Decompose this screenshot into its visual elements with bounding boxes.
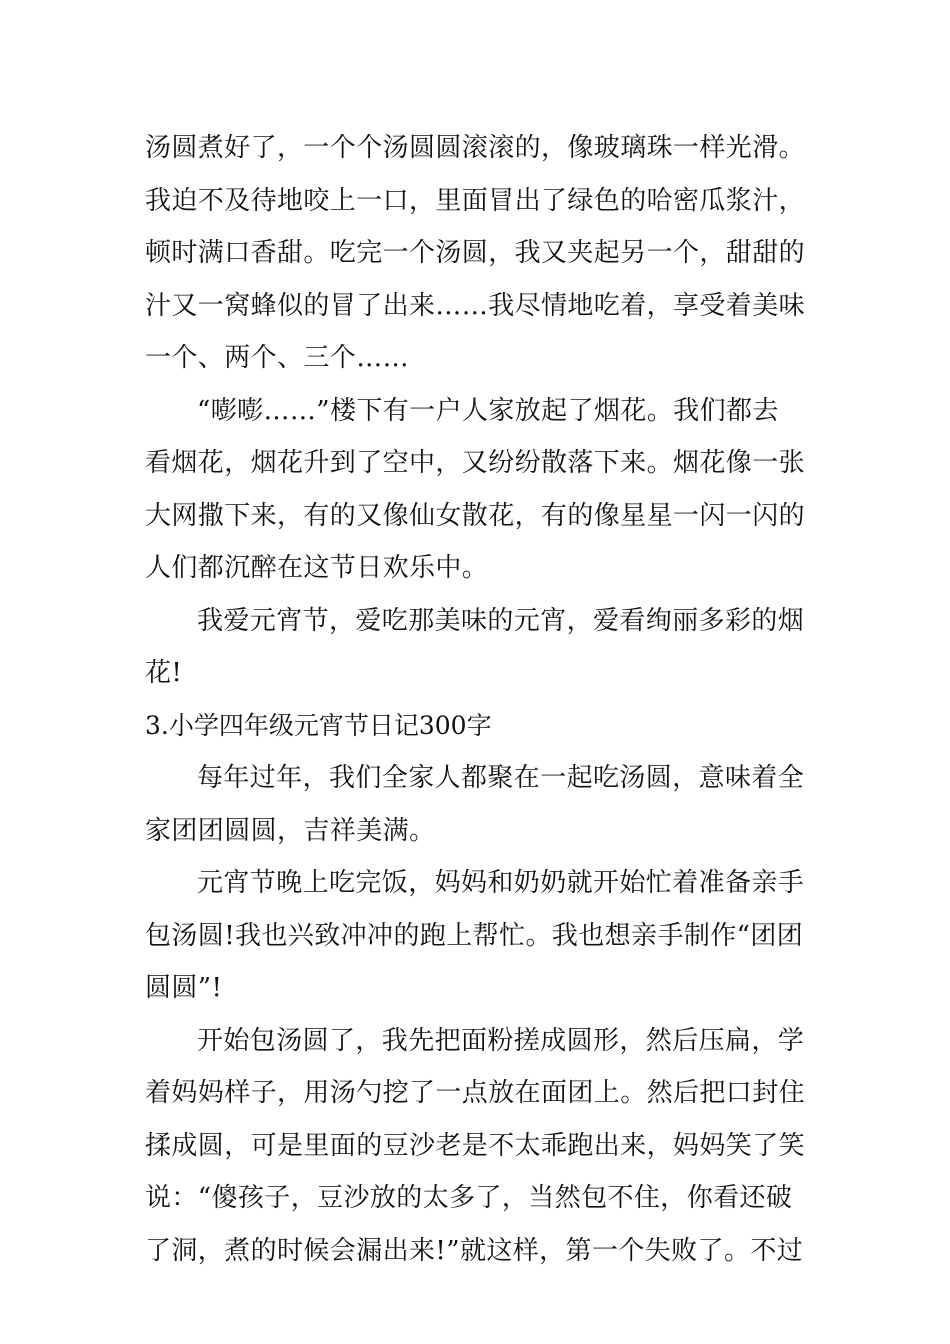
text-line: 人们都沉醉在这节日欢乐中。 — [145, 553, 489, 583]
paragraph-start: 开始包汤圆了，我先把面粉搓成圆形，然后压扁，学 — [197, 1025, 805, 1056]
text-line: 家团团圆圆，吉祥美满。 — [145, 815, 436, 846]
text-line: 顿时满口香甜。吃完一个汤圆，我又夹起另一个，甜甜的 — [145, 238, 806, 268]
text-line: 一个、两个、三个…… — [145, 343, 410, 373]
text-line: 着妈妈样子，用汤勺挖了一点放在面团上。然后把口封住 — [145, 1078, 806, 1108]
paragraph-start: 每年过年，我们全家人都聚在一起吃汤圆，意味着全 — [197, 763, 805, 793]
text-line: 说：“傻孩子，豆沙放的太多了，当然包不住，你看还破 — [145, 1183, 793, 1213]
body-text — [145, 122, 805, 1277]
text-line: 我迫不及待地咬上一口，里面冒出了绿色的哈密瓜浆汁， — [145, 185, 806, 216]
section-heading: 3.小学四年级元宵节日记300字 — [145, 710, 492, 740]
text-line: 包汤圆!我也兴致冲冲的跑上帮忙。我也想亲手制作“团团 — [145, 920, 804, 951]
paragraph-start: “嘭嘭……”楼下有一户人家放起了烟花。我们都去 — [197, 395, 779, 426]
text-line: 花! — [145, 658, 183, 688]
paragraph-start: 元宵节晚上吃完饭，妈妈和奶奶就开始忙着准备亲手 — [197, 868, 805, 898]
text-line: 圆圆”! — [145, 973, 223, 1003]
text-line: 汁又一窝蜂似的冒了出来……我尽情地吃着，享受着美味 — [145, 290, 806, 321]
text-line: 看烟花，烟花升到了空中，又纷纷散落下来。烟花像一张 — [145, 448, 806, 478]
paragraph-start: 我爱元宵节，爱吃那美味的元宵，爱看绚丽多彩的烟 — [197, 605, 805, 636]
text-line: 揉成圆，可是里面的豆沙老是不太乖跑出来，妈妈笑了笑 — [145, 1130, 806, 1161]
text-line: 大网撒下来，有的又像仙女散花，有的像星星一闪一闪的 — [145, 500, 806, 531]
text-line: 汤圆煮好了，一个个汤圆圆滚滚的，像玻璃珠一样光滑。 — [145, 133, 806, 163]
text-line: 了洞，煮的时候会漏出来!”就这样，第一个失败了。不过 — [145, 1235, 804, 1266]
